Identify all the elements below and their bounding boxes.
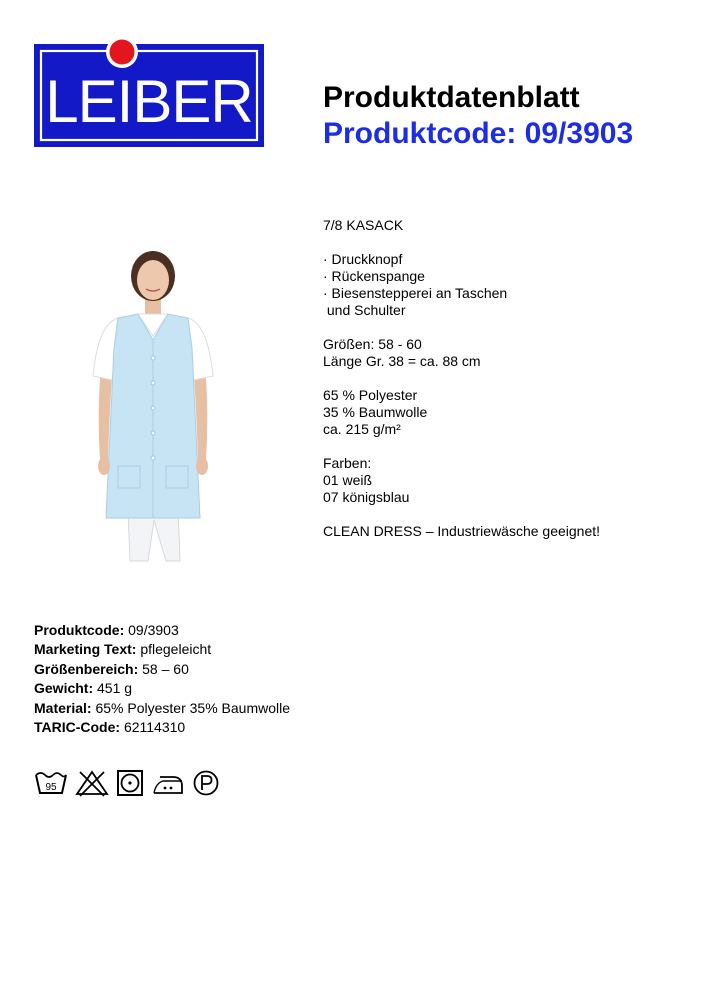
care-symbols bbox=[34, 769, 220, 797]
description-line: · Biesenstepperei an Taschen bbox=[323, 285, 508, 301]
no-bleach-icon bbox=[75, 769, 109, 797]
svg-text:95: 95 bbox=[45, 782, 57, 793]
description-line: CLEAN DRESS – Industriewäsche geeignet! bbox=[323, 523, 601, 539]
spec-row bbox=[34, 640, 290, 659]
description-line bbox=[323, 438, 703, 455]
tumble-dry-icon bbox=[116, 769, 144, 797]
description-line: 7/8 KASACK bbox=[323, 217, 404, 233]
spec-label: Größenbereich: bbox=[34, 660, 139, 677]
leiber-logo bbox=[34, 35, 264, 147]
description-line: Farben: bbox=[323, 455, 372, 471]
spec-value: 65% Polyester 35% Baumwolle bbox=[95, 699, 291, 716]
description-line: und Schulter bbox=[323, 302, 406, 318]
description-line: · Rückenspange bbox=[323, 268, 425, 284]
professional-cleaning-p-icon bbox=[192, 769, 220, 797]
description-line: 07 königsblau bbox=[323, 489, 410, 505]
description-line: · Druckknopf bbox=[323, 251, 403, 267]
title-block bbox=[323, 80, 633, 152]
spec-row bbox=[34, 660, 290, 679]
product-code-title: Produktcode: 09/3903 bbox=[323, 117, 634, 150]
spec-label: Produktcode: bbox=[34, 622, 125, 638]
description-line bbox=[323, 506, 703, 523]
spec-value: 58 – 60 bbox=[142, 660, 189, 677]
spec-list bbox=[34, 621, 290, 737]
spec-value: pflegeleicht bbox=[140, 641, 212, 658]
description-line bbox=[323, 370, 703, 387]
spec-value: 451 g bbox=[97, 680, 133, 697]
iron-two-dots-icon bbox=[151, 769, 185, 797]
spec-value: 62114310 bbox=[123, 719, 186, 736]
spec-row bbox=[34, 699, 290, 718]
spec-label: Gewicht: bbox=[34, 680, 94, 697]
spec-row bbox=[34, 621, 290, 640]
description-line: ca. 215 g/m² bbox=[323, 421, 401, 437]
description-line bbox=[323, 234, 703, 251]
spec-label: Material: bbox=[34, 699, 92, 716]
page-title: Produktdatenblatt bbox=[323, 81, 580, 114]
description-line: 65 % Polyester bbox=[323, 387, 418, 403]
description-line: Länge Gr. 38 = ca. 88 cm bbox=[323, 353, 481, 369]
wash-95-icon bbox=[34, 769, 68, 797]
product-description bbox=[323, 217, 703, 540]
spec-value: 09/3903 bbox=[128, 622, 179, 638]
spec-row bbox=[34, 679, 290, 698]
svg-text:LEIBER: LEIBER bbox=[45, 68, 253, 135]
description-line: Größen: 58 - 60 bbox=[323, 336, 422, 352]
description-line: 35 % Baumwolle bbox=[323, 404, 428, 420]
spec-label: Marketing Text: bbox=[34, 641, 137, 658]
spec-row bbox=[34, 718, 290, 737]
description-line: 01 weiß bbox=[323, 472, 373, 488]
product-photo bbox=[88, 248, 218, 563]
description-line bbox=[323, 319, 703, 336]
spec-label: TARIC-Code: bbox=[34, 719, 121, 736]
